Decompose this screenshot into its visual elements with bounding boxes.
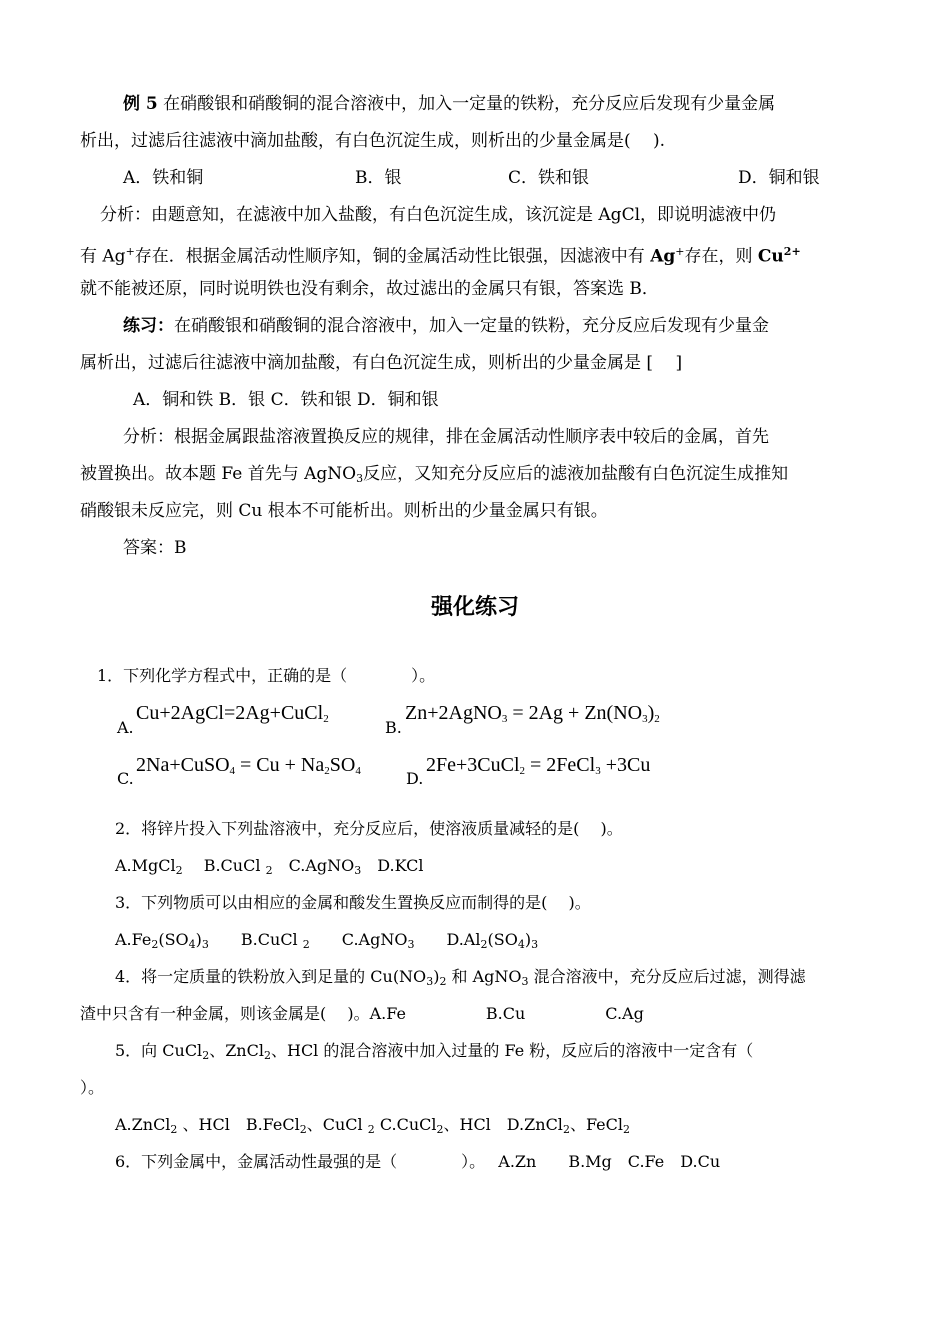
q2-stem: 2．将锌片投入下列盐溶液中，充分反应后，使溶液质量减轻的是( )。 [115,819,623,838]
q5-line2: ）。 [80,1078,105,1097]
practice-analysis-line3: 硝酸银未反应完，则 Cu 根本不可能析出。则析出的少量金属只有银。 [80,501,608,521]
example-stem-line2: 析出，过滤后往滤液中滴加盐酸，有白色沉淀生成，则析出的少量金属是( ). [80,131,666,151]
q1-option-c-label: C. [117,769,134,788]
q2-options: A.MgCl$_2$ B.CuCl $_2$ C.AgNO$_3$ D.KCl [115,856,424,877]
q1-option-c-equation: 2Na+CuSO$_4$ = $Cu + Na_2SO_4$ [136,754,361,777]
q4-line2: 渣中只含有一种金属，则该金属是( )。A.Fe B.Cu C.Ag [80,1004,644,1023]
example-label: 例 5 [123,94,158,114]
q3-stem: 3．下列物质可以由相应的金属和酸发生置换反应而制得的是( )。 [115,893,591,912]
q1-option-b-label: B. [385,718,402,737]
q1-option-a-label: A. [117,718,134,737]
practice-stem-line2: 属析出，过滤后往滤液中滴加盐酸，有白色沉淀生成，则析出的少量金属是 [ ] [80,353,683,373]
practice-answer: 答案：B [123,538,187,558]
q6-line: 6．下列金属中，金属活动性最强的是（ ）。 A.Zn B.Mg C.Fe D.Cu [115,1152,721,1171]
q1-option-d-equation: 2Fe+3CuCl$_2$ = 2FeCl$_3$ +3Cu [426,754,651,777]
example-option-d: D．铜和银 [738,168,820,188]
q3-options: $A.Fe_2(SO_4)_3$ B.CuCl $_2$ C.AgNO$_3$ $D.Al_2(SO_4)_3$ [115,930,539,951]
q1-option-a-equation: Cu+2AgCl=2Ag+CuCl$_2$ [136,702,329,725]
section-title: 强化练习 [430,595,519,620]
practice-label: 练习： [123,316,174,336]
practice-analysis-line1: 分析：根据金属跟盐溶液置换反应的规律，排在金属活动性顺序表中较后的金属，首先 [123,427,769,447]
example-analysis-line3: 就不能被还原，同时说明铁也没有剩余，故过滤出的金属只有银，答案选 B． [80,279,659,299]
q5-options: A.ZnCl$_2$ 、HCl B.FeCl$_2$、CuCl $_2$ C.CuCl$_2$、HCl D.ZnCl$_2$、FeCl$_2$ [115,1115,630,1136]
example-stem-line1: 例 5 在硝酸银和硝酸铜的混合溶液中，加入一定量的铁粉，充分反应后发现有少量金属 [123,94,776,114]
q1-stem: 1．下列化学方程式中，正确的是（ ）。 [97,666,436,685]
q1-option-b-equation: Zn+2AgNO$_3$ = $2Ag + Zn(NO_3)_2$ [405,702,660,725]
q1-option-d-label: D. [406,769,424,788]
example-analysis-line1: 分析：由题意知，在滤液中加入盐酸，有白色沉淀生成，该沉淀是 AgCl，即说明滤液中仍 [100,205,777,225]
practice-analysis-line2: 被置换出。故本题 Fe 首先与 AgNO$_3$反应，又知充分反应后的滤液加盐酸有白色沉淀生成推知 [80,464,789,485]
practice-stem-line1: 练习：在硝酸银和硝酸铜的混合溶液中，加入一定量的铁粉，充分反应后发现有少量金 [123,316,769,336]
q4-line1: 4．将一定质量的铁粉放入到足量的 $Cu(NO_3)_2$ 和 AgNO$_3$ 混合溶液中，充分反应后过滤，测得滤 [115,967,806,988]
example-option-c: C．铁和银 [508,168,590,188]
practice-options: A．铜和铁 B．银 C．铁和银 D．铜和银 [133,390,439,410]
example-option-a: A．铁和铜 [123,168,204,188]
example-analysis-line2: 有 Ag+存在．根据金属活动性顺序知，铜的金属活动性比银强，因滤液中有 Ag+存在，则 $Cu^{2+}$ [80,245,801,267]
example-option-b: B．银 [355,168,402,188]
q5-line1: 5．向 CuCl$_2$、ZnCl$_2$、HCl 的混合溶液中加入过量的 Fe 粉，反应后的溶液中一定含有（ [115,1041,754,1062]
